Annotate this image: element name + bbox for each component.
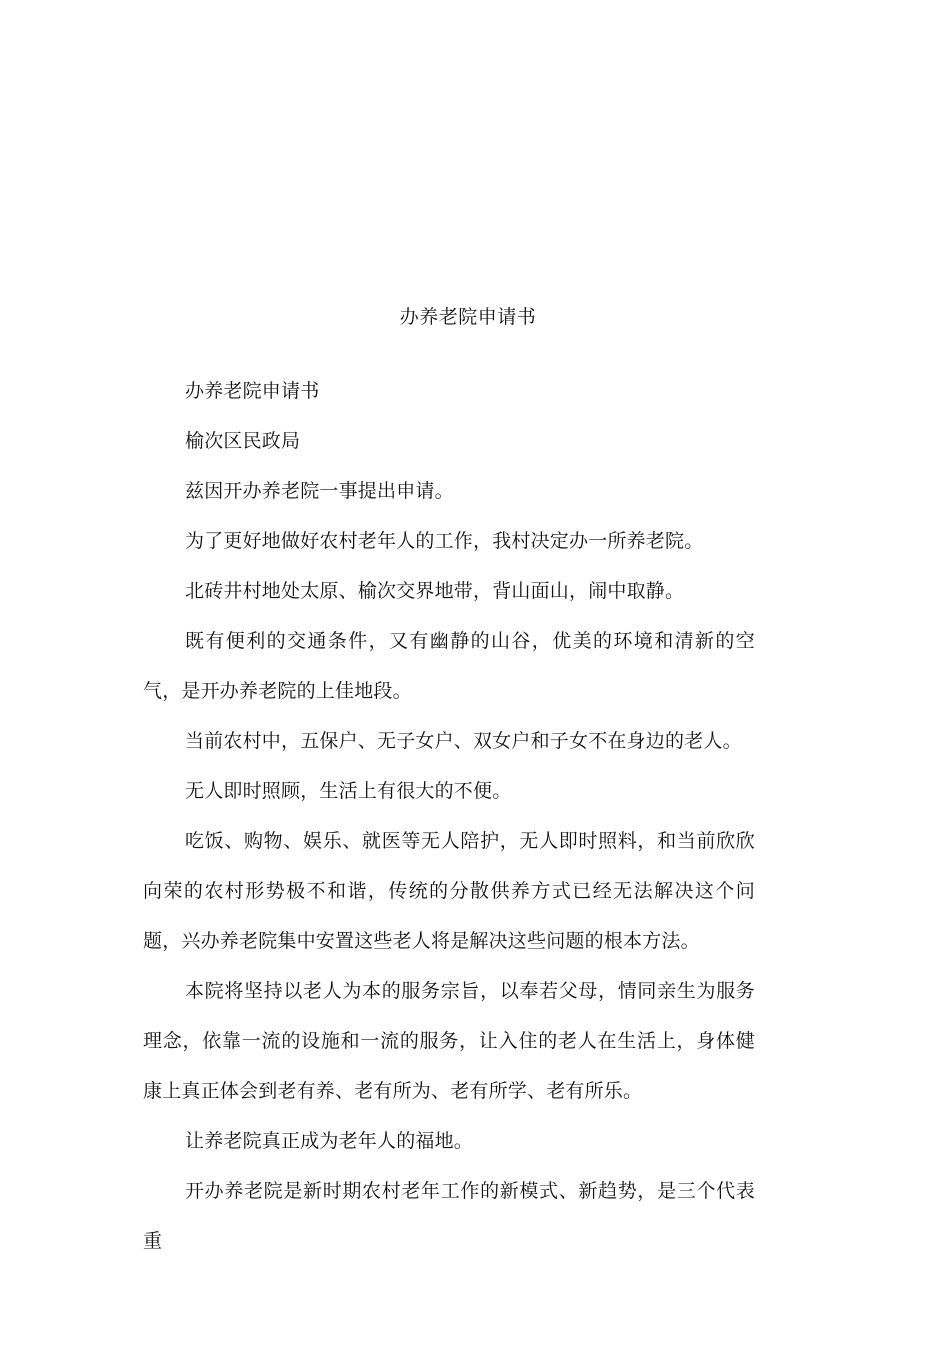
document-body — [143, 366, 755, 1266]
paragraph-recipient: 榆次区民政局 — [185, 430, 301, 452]
paragraph: 吃饭、购物、娱乐、就医等无人陪护，无人即时照料，和当前欣欣向荣的农村形势极不和谐，传统的分散供养方式已经无法解决这个问题，兴办养老院集中安置这些老人将是解决这些问题的根本方法。 — [143, 830, 755, 952]
paragraph: 既有便利的交通条件，又有幽静的山谷，优美的环境和清新的空气，是开办养老院的上佳地段。 — [143, 630, 755, 702]
paragraph-heading: 办养老院申请书 — [185, 380, 320, 402]
paragraph: 开办养老院是新时期农村老年工作的新模式、新趋势，是三个代表重 — [143, 1180, 755, 1252]
paragraph: 为了更好地做好农村老年人的工作，我村决定办一所养老院。 — [185, 530, 704, 552]
document-title: 办养老院申请书 — [399, 306, 537, 328]
paragraph: 当前农村中，五保户、无子女户、双女户和子女不在身边的老人。 — [185, 730, 742, 752]
paragraph: 本院将坚持以老人为本的服务宗旨，以奉若父母，情同亲生为服务理念，依靠一流的设施和一流的服务，让入住的老人在生活上，身体健康上真正体会到老有养、老有所为、老有所学、老有所乐。 — [143, 980, 755, 1102]
paragraph: 北砖井村地处太原、榆次交界地带，背山面山，闹中取静。 — [185, 580, 685, 602]
paragraph: 无人即时照顾，生活上有很大的不便。 — [185, 780, 512, 802]
paragraph: 让养老院真正成为老年人的福地。 — [185, 1130, 474, 1152]
paragraph: 兹因开办养老院一事提出申请。 — [185, 480, 454, 502]
